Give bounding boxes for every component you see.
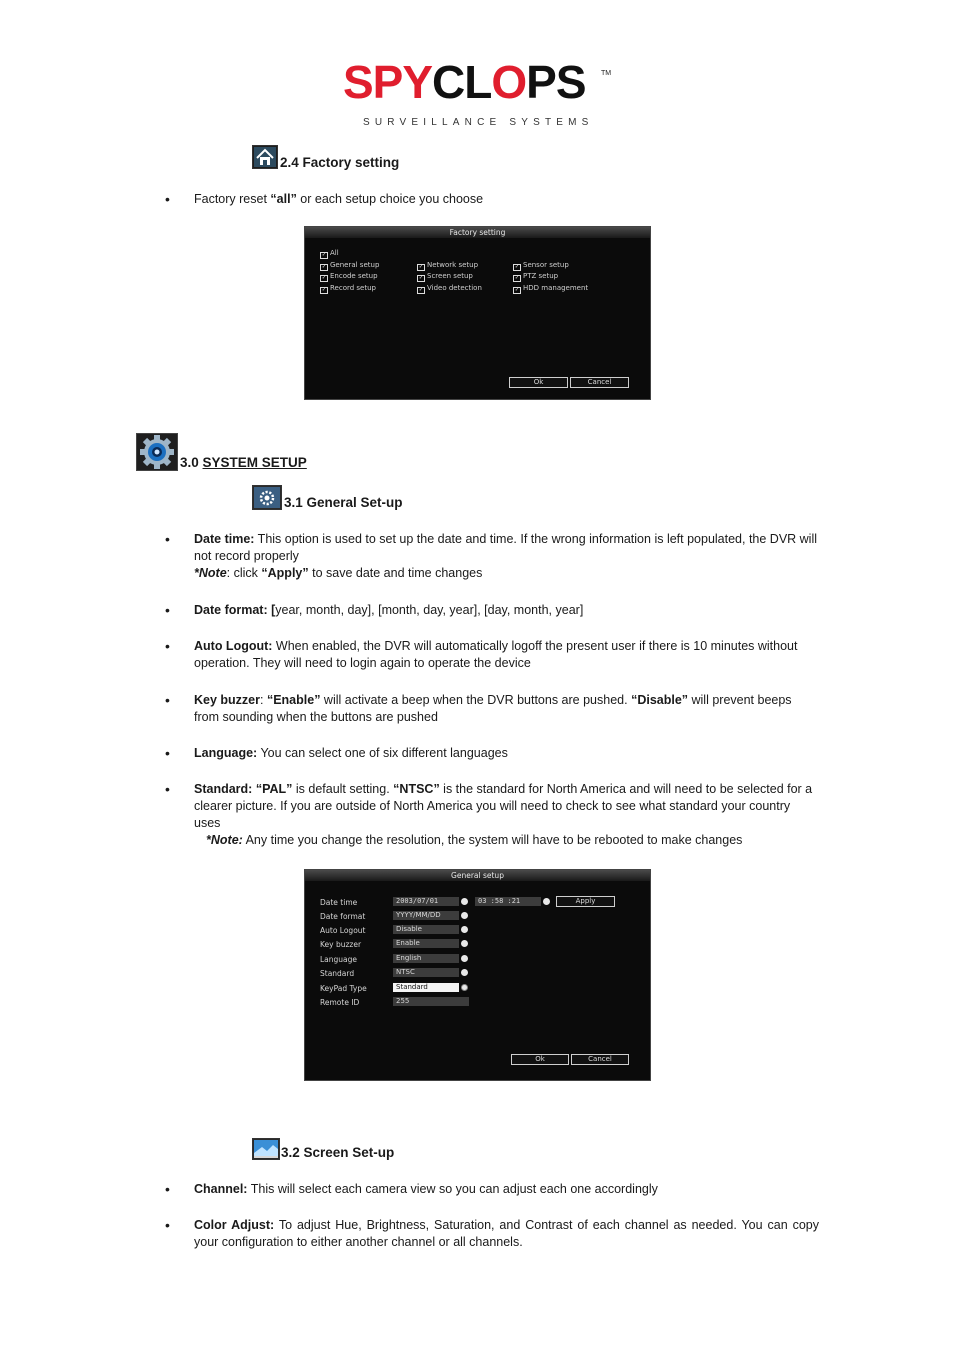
keypad-type-dropdown-icon[interactable]: [461, 984, 468, 991]
auto-logout-dropdown-icon[interactable]: [461, 926, 468, 933]
checkbox-general-setup[interactable]: ✓ General setup: [321, 261, 380, 270]
system-setup-heading: 3.0 SYSTEM SETUP: [180, 455, 307, 470]
checkbox-encode-setup[interactable]: ✓ Encode setup: [321, 272, 378, 281]
checkbox-all[interactable]: ✓ All: [321, 249, 339, 258]
checkbox-icon: ✓: [514, 264, 520, 270]
logo-trademark: TM: [601, 70, 612, 77]
checkbox-sensor-setup[interactable]: ✓ Sensor setup: [514, 261, 569, 270]
general-setup-heading: 3.1 General Set-up: [284, 495, 403, 510]
bullet-dot: •: [165, 781, 170, 797]
checkbox-record-setup[interactable]: ✓ Record setup: [321, 284, 376, 293]
date-field[interactable]: 2003/07/01: [393, 897, 459, 906]
language-dropdown-icon[interactable]: [461, 955, 468, 962]
factory-ok-button[interactable]: Ok: [509, 377, 568, 388]
factory-reset-text: Factory reset “all” or each setup choice you choose: [194, 192, 484, 206]
color-adjust-text: Color Adjust: To adjust Hue, Brightness, Saturation, and Contrast of each channel as needed. You can copy your configuration to either another channel or all channels.: [194, 1218, 819, 1249]
checkbox-icon: ✓: [321, 264, 327, 270]
logo-tagline: SURVEILLANCE SYSTEMS: [363, 117, 594, 128]
factory-screen-title: Factory setting: [305, 227, 650, 238]
gs-label-remote-id: Remote ID: [320, 998, 360, 1007]
checkbox-icon: ✓: [418, 264, 424, 270]
bullet-dot: •: [165, 638, 170, 654]
factory-setting-heading: 2.4 Factory setting: [280, 155, 400, 170]
standard-dropdown-icon[interactable]: [461, 969, 468, 976]
apply-button[interactable]: Apply: [556, 896, 615, 907]
gs-label-date-time: Date time: [320, 898, 358, 907]
screen-setup-heading: 3.2 Screen Set-up: [281, 1145, 395, 1160]
logo-wordmark: SPYCLOPS: [343, 56, 586, 108]
bullet-dot: •: [165, 692, 170, 708]
checkbox-ptz-setup[interactable]: ✓ PTZ setup: [514, 272, 559, 281]
language-text: Language: You can select one of six different languages: [194, 746, 508, 760]
gs-label-date-format: Date format: [320, 912, 366, 921]
gear-icon: [136, 433, 178, 471]
bullet-dot: •: [165, 1217, 170, 1233]
general-setup-screenshot: [304, 869, 651, 1081]
checkbox-icon: ✓: [418, 287, 424, 293]
standard-text: Standard: “PAL” is default setting. “NTSC” is the standard for North America and will need to be selected for a clearer picture. If you are outside of North America you will need to check to see what standard your country uses *Note: Any time you change the resolution, the system will have to be rebooted to make changes: [194, 782, 813, 847]
checkbox-screen-setup[interactable]: ✓ Screen setup: [418, 272, 473, 281]
gs-label-key-buzzer: Key buzzer: [320, 940, 362, 949]
factory-cancel-button[interactable]: Cancel: [570, 377, 629, 388]
checkbox-icon: ✓: [321, 287, 327, 293]
date-format-dropdown-icon[interactable]: [461, 912, 468, 919]
screen-setup-icon: [252, 1138, 280, 1160]
keypad-type-select[interactable]: Standard: [393, 983, 459, 992]
bullet-dot: •: [165, 602, 170, 618]
factory-setting-screenshot: [304, 226, 651, 400]
gs-label-auto-logout: Auto Logout: [320, 926, 366, 935]
checkbox-icon: ✓: [514, 287, 520, 293]
general-ok-button[interactable]: Ok: [511, 1054, 569, 1065]
standard-select[interactable]: NTSC: [393, 968, 459, 977]
checkbox-video-detection[interactable]: ✓ Video detection: [418, 284, 482, 293]
language-select[interactable]: English: [393, 954, 459, 963]
checkbox-icon: ✓: [514, 275, 520, 281]
logo-eye: O: [491, 56, 527, 108]
date-format-select[interactable]: YYYY/MM/DD: [393, 911, 459, 920]
general-setup-icon: [252, 485, 282, 510]
date-dropdown-icon[interactable]: [461, 898, 468, 905]
spyclops-logo: [343, 55, 613, 135]
key-buzzer-dropdown-icon[interactable]: [461, 940, 468, 947]
checkbox-icon: ✓: [418, 275, 424, 281]
auto-logout-select[interactable]: Disable: [393, 925, 459, 934]
checkbox-icon: ✓: [321, 275, 327, 281]
gs-label-standard: Standard: [320, 969, 355, 978]
bullet-dot: •: [165, 745, 170, 761]
general-cancel-button[interactable]: Cancel: [571, 1054, 629, 1065]
channel-text: Channel: This will select each camera view so you can adjust each one accordingly: [194, 1182, 658, 1196]
key-buzzer-select[interactable]: Enable: [393, 939, 459, 948]
time-dropdown-icon[interactable]: [543, 898, 550, 905]
auto-logout-text: Auto Logout: When enabled, the DVR will automatically logoff the present user if there is 10 minutes without operation. They will need to login again to operate the device: [194, 639, 798, 670]
time-field[interactable]: 03 :58 :21: [475, 897, 541, 906]
gs-label-language: Language: [320, 955, 358, 964]
checkbox-icon: ✓: [321, 252, 327, 258]
general-screen-title: General setup: [305, 870, 650, 881]
date-format-text: Date format: [year, month, day], [month, day, year], [day, month, year]: [194, 603, 584, 617]
checkbox-network-setup[interactable]: ✓ Network setup: [418, 261, 479, 270]
bullet-dot: •: [165, 1181, 170, 1197]
remote-id-field[interactable]: 255: [393, 997, 469, 1006]
key-buzzer-text: Key buzzer: “Enable” will activate a beep when the DVR buttons are pushed. “Disable” will prevent beeps from sounding when the buttons are pushed: [194, 693, 792, 724]
checkbox-hdd-management[interactable]: ✓ HDD management: [514, 284, 589, 293]
gs-label-keypad-type: KeyPad Type: [320, 984, 367, 993]
date-time-text: Date time: This option is used to set up the date and time. If the wrong information is left populated, the DVR will not record properly *Note: click “Apply” to save date and time changes: [194, 532, 818, 580]
home-icon: [252, 145, 278, 169]
bullet-dot: •: [165, 531, 170, 547]
bullet-dot: •: [165, 191, 170, 207]
